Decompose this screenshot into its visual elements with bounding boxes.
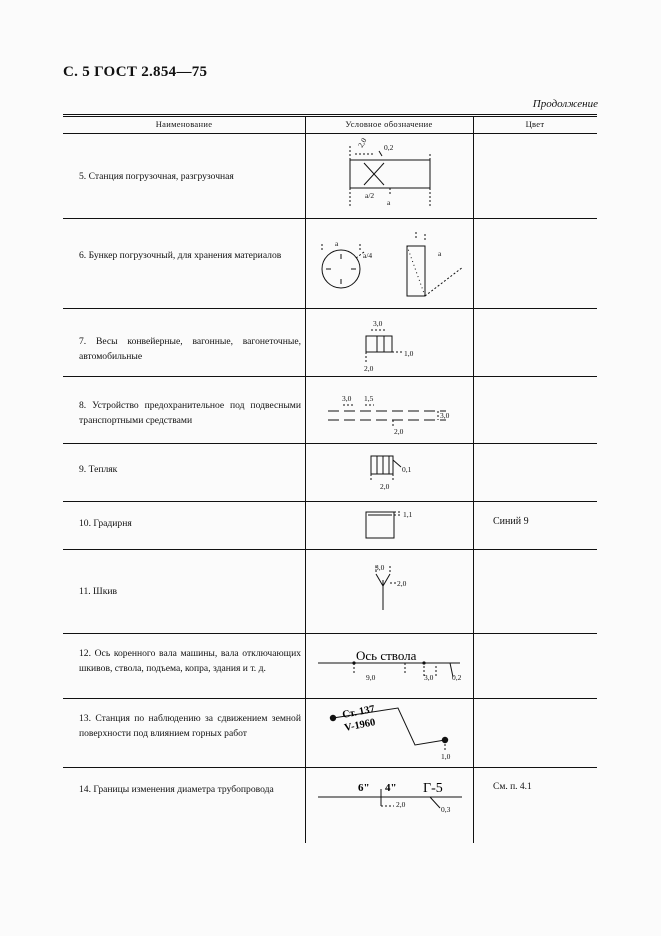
dim-label: 3,0: [373, 319, 383, 328]
pulley-symbol: [376, 566, 397, 610]
pipe-diameter-left: 6": [358, 782, 370, 794]
hopper-symbol: [322, 232, 463, 296]
continuation-label: Продолжение: [532, 98, 598, 110]
pipe-diameter-right: 4": [385, 782, 397, 794]
pipe-id-label: Г-5: [423, 781, 443, 796]
row-name: 13. Станция по наблюдению за сдвижением земной поверхности под влиянием горных работ: [79, 713, 301, 739]
dim-label: a: [387, 198, 391, 207]
dim-label: 3,0: [424, 673, 434, 682]
dim-label: 3,0: [440, 411, 450, 420]
column-header-symbol: Условное обозначение: [345, 119, 433, 129]
column-header-name: Наименование: [155, 119, 213, 129]
dim-label: 2,0: [355, 136, 369, 149]
dim-label: a/2: [365, 191, 375, 200]
dim-label: 1,1: [403, 510, 413, 519]
dim-label: 0,2: [384, 143, 394, 152]
protective-device-symbol: [328, 405, 446, 428]
row-color: Синий 9: [493, 516, 529, 527]
dim-label: 1,0: [441, 752, 451, 761]
scales-symbol: [366, 330, 403, 364]
station-point-icon: [330, 715, 336, 721]
dim-label: 9,0: [366, 673, 376, 682]
station-year-label: V-1960: [343, 717, 377, 734]
dim-label: a: [438, 249, 442, 258]
row-name: 6. Бункер погрузочный, для хранения материалов: [79, 250, 282, 261]
dim-label: 0,1: [402, 465, 412, 474]
dim-label: 2,0: [397, 579, 407, 588]
dim-label: 3,0: [342, 394, 352, 403]
row-name: 5. Станция погрузочная, разгрузочная: [79, 171, 234, 182]
dim-label: 0,2: [452, 673, 462, 682]
shaft-axis-symbol: [318, 663, 460, 677]
row-name: 7. Весы конвейерные, вагонные, вагонеточные, автомобильные: [79, 336, 301, 362]
column-header-color: Цвет: [525, 119, 545, 129]
dim-label: 2,0: [394, 427, 404, 436]
row-color: См. п. 4.1: [493, 782, 532, 792]
cooling-tower-symbol: [366, 512, 402, 538]
row-name: 14. Границы изменения диаметра трубопровода: [79, 784, 274, 795]
dim-label: a: [335, 239, 339, 248]
row-name: 8. Устройство предохранительное под подвесными транспортными средствами: [79, 400, 301, 426]
row-name: 9. Тепляк: [79, 464, 118, 475]
dim-label: 1,5: [364, 394, 374, 403]
station-point-icon: [442, 737, 448, 743]
row-name: 10. Градирня: [79, 518, 132, 529]
heat-shelter-symbol: [371, 456, 401, 482]
row-name: 12. Ось коренного вала машины, вала отключающих шкивов, ствола, подъема, копра, здания и т. д.: [79, 648, 301, 674]
dim-label: 2,0: [364, 364, 374, 373]
dim-label: 1,0: [404, 349, 414, 358]
dim-label: a/4: [363, 251, 373, 260]
row-name: 11. Шкив: [79, 586, 118, 597]
dim-label: 3,0: [375, 563, 385, 572]
dim-label: 2,0: [380, 482, 390, 491]
page-header: С. 5 ГОСТ 2.854—75: [63, 64, 208, 80]
dim-label: 0,3: [441, 805, 451, 814]
shaft-axis-label: Ось ствола: [356, 648, 417, 663]
dim-label: 2,0: [396, 800, 406, 809]
station-number-label: Ст. 137: [341, 703, 376, 721]
axis-point-icon: [422, 661, 425, 664]
